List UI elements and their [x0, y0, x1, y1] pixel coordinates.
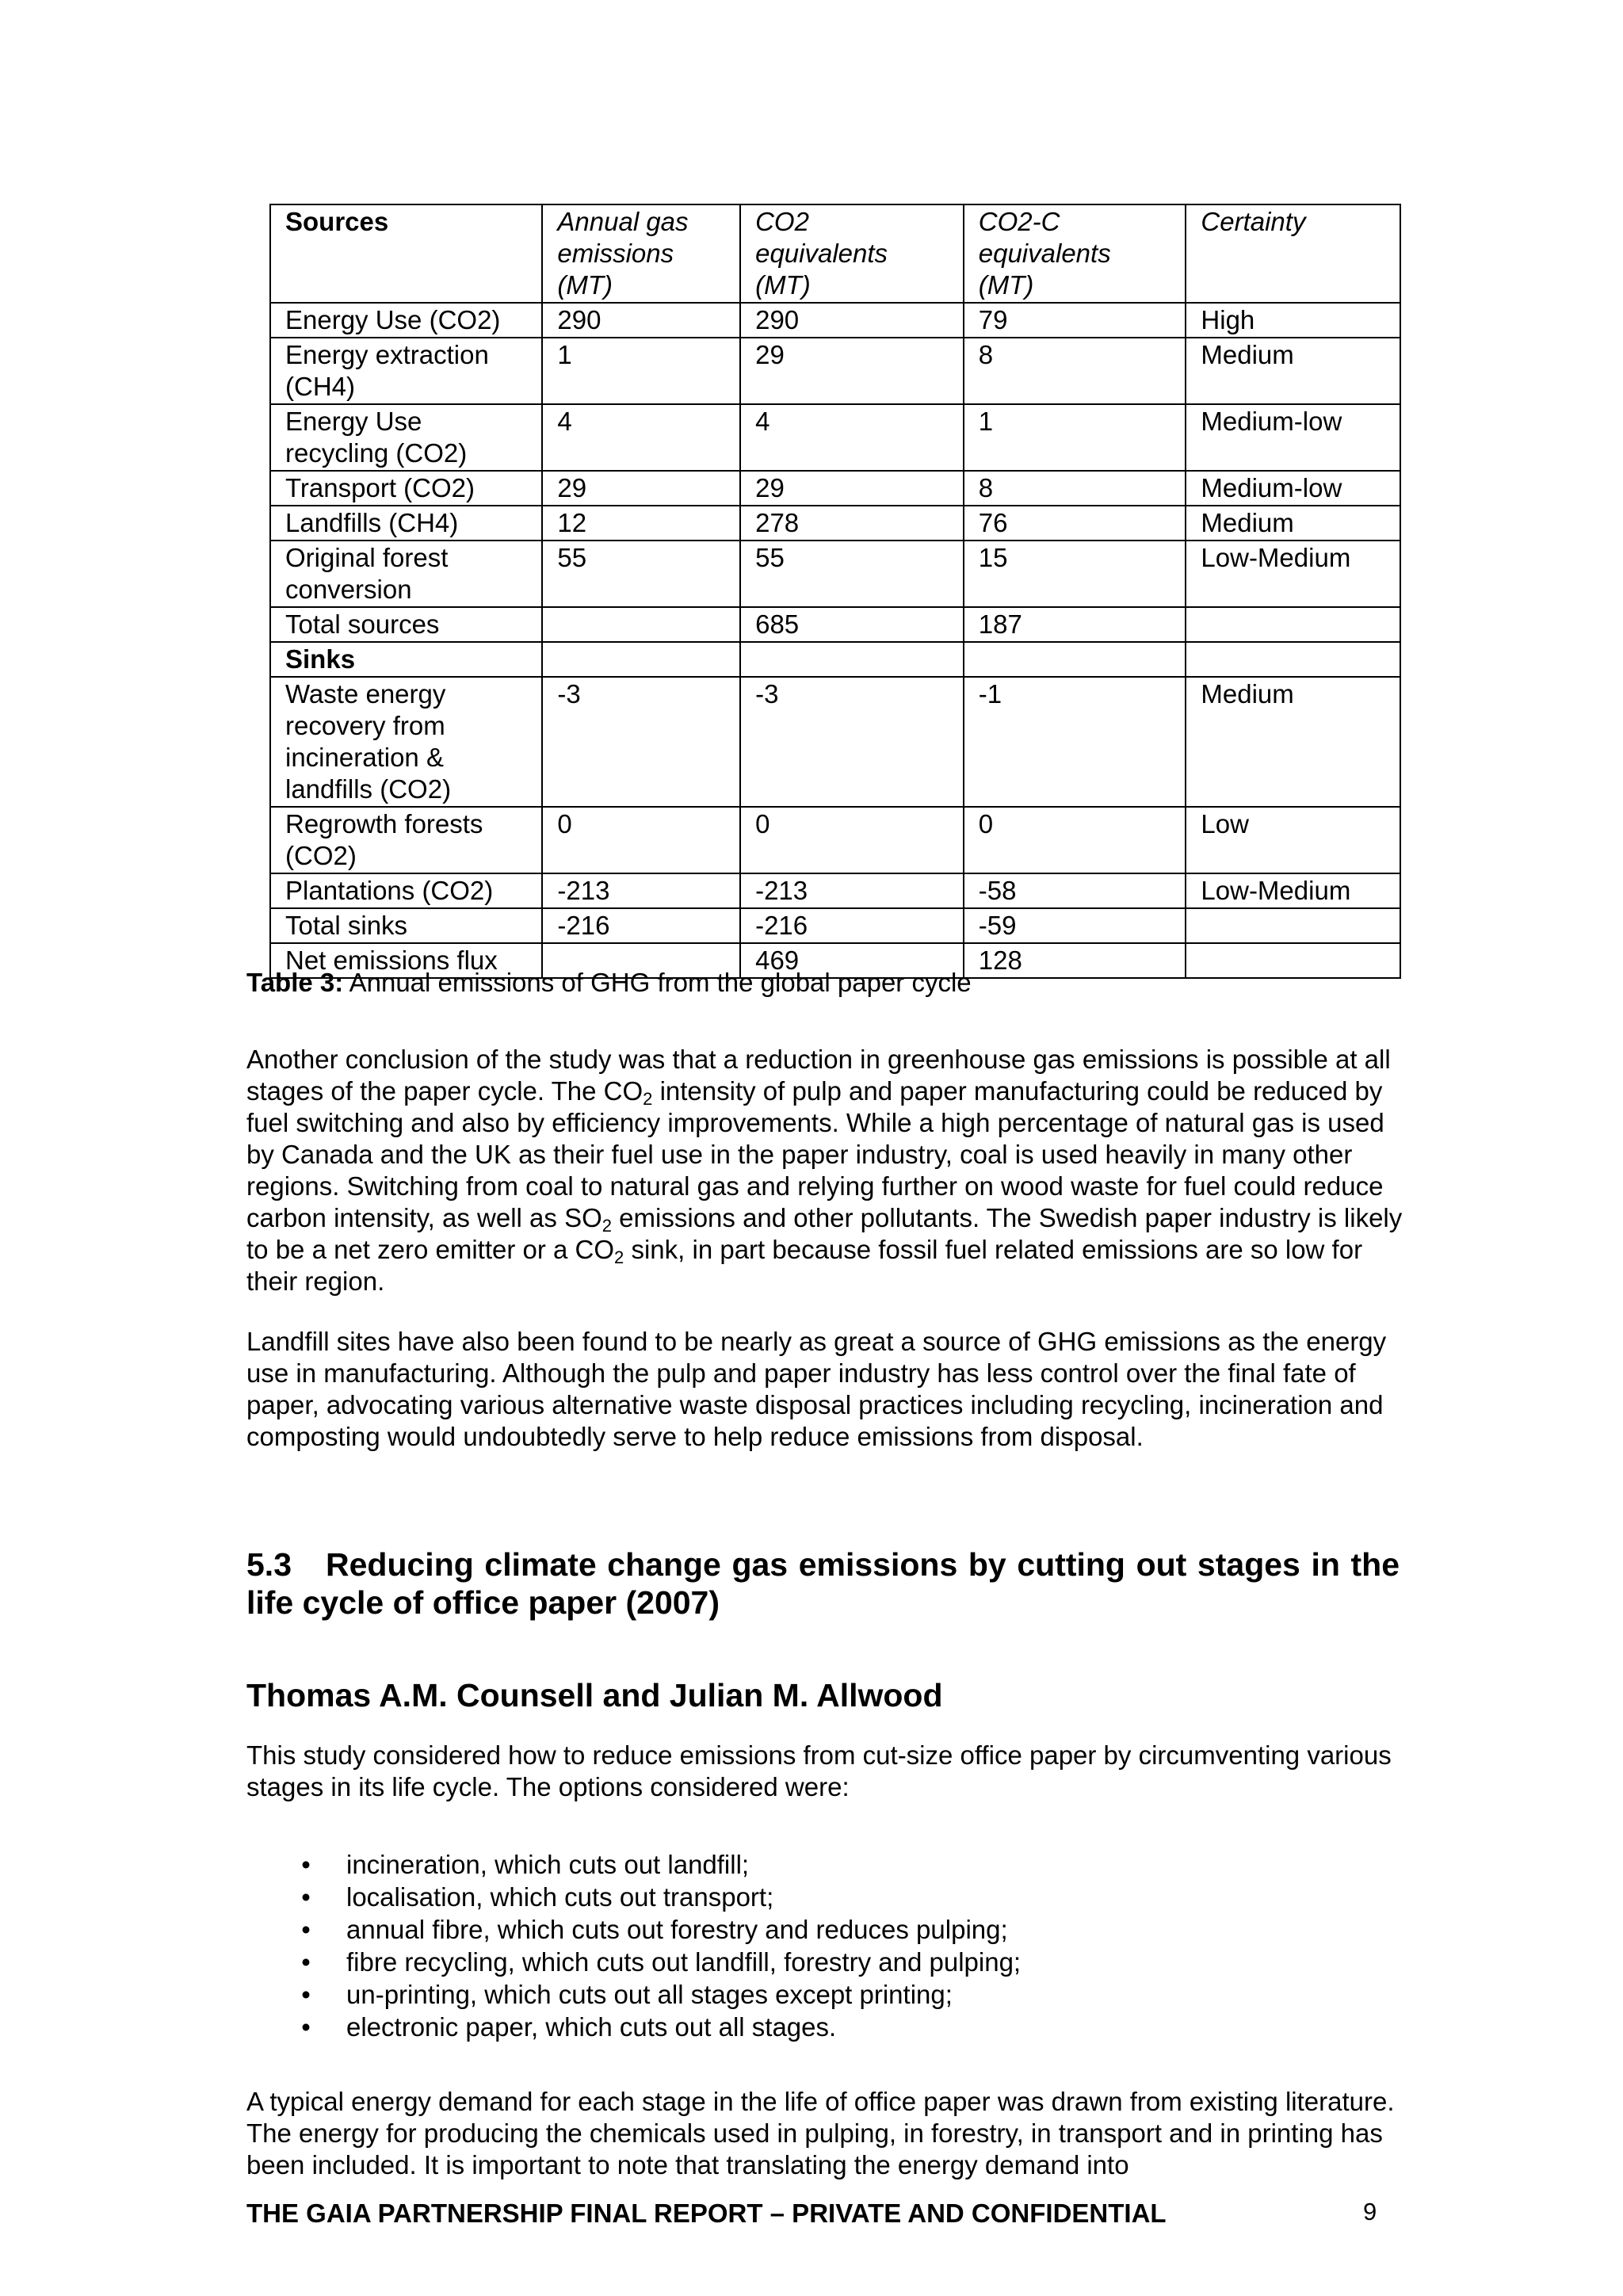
cell-co2: 4 — [740, 404, 964, 471]
cell-certainty — [1186, 943, 1400, 978]
row-label: Sinks — [270, 642, 542, 677]
bullet-icon: • — [301, 2012, 311, 2042]
list-item: • fibre recycling, which cuts out landfill, forestry and pulping; — [246, 1946, 1021, 1978]
header-sources: Sources — [270, 204, 542, 303]
cell-co2: 55 — [740, 541, 964, 607]
cell-certainty — [1186, 908, 1400, 943]
row-label: Regrowth forests (CO2) — [270, 807, 542, 873]
row-label: Total sources — [270, 607, 542, 642]
section-heading — [246, 1545, 1400, 1622]
cell-certainty: Medium — [1186, 506, 1400, 541]
header-annual: Annual gas emissions (MT) — [542, 204, 740, 303]
section-title: Reducing climate change gas emissions by cutting out stages in the life cycle of office paper (2007) — [246, 1546, 1400, 1621]
row-label: Energy Use (CO2) — [270, 303, 542, 338]
cell-annual: 1 — [542, 338, 740, 404]
cell-certainty: Medium-low — [1186, 404, 1400, 471]
table-row — [270, 541, 1400, 607]
table-row — [270, 404, 1400, 471]
paragraph-conclusion: Another conclusion of the study was that a reduction in greenhouse gas emissions is possible at all stages of the paper cycle. The $CO_2$ intensity of pulp and paper manufacturing could be reduced by fuel switching and also by efficiency improvements. While a high percentage of natural gas is used by Canada and the UK as their fuel use in the paper industry, coal is used heavily in many other regions. Switching from coal to natural gas and relying further on wood waste for fuel could reduce carbon intensity, as well as $SO_2$ emissions and other pollutants. The Swedish paper industry is likely to be a net zero emitter or a $CO_2$ sink, in part because fossil fuel related emissions are so low for their region. — [246, 1045, 1403, 1296]
cell-annual: 12 — [542, 506, 740, 541]
paragraph-landfill: Landfill sites have also been found to be nearly as great a source of GHG emissions as the energy use in manufacturing. Although the pulp and paper industry has less control over the final fate of paper, advocating various alternative waste disposal practices including recycling, incineration and composting would undoubtedly serve to help reduce emissions from disposal. — [246, 1327, 1387, 1451]
caption-text: Annual emissions of GHG from the global paper cycle — [343, 968, 972, 997]
table-row — [270, 471, 1400, 506]
bullet-icon: • — [301, 1882, 311, 1912]
row-label: Original forest conversion — [270, 541, 542, 607]
list-item: • incineration, which cuts out landfill; — [246, 1848, 1021, 1881]
caption-label: Table 3: — [246, 968, 344, 997]
list-item: • un-printing, which cuts out all stages except printing; — [246, 1978, 1021, 2011]
header-co2: CO2 equivalents (MT) — [740, 204, 964, 303]
header-certainty: Certainty — [1186, 204, 1400, 303]
table-caption — [246, 967, 972, 999]
cell-certainty — [1186, 607, 1400, 642]
bullet-icon: • — [301, 1980, 311, 2009]
section-number: 5.3 — [246, 1546, 292, 1583]
row-label: Energy extraction (CH4) — [270, 338, 542, 404]
list-item: • annual fibre, which cuts out forestry and reduces pulping; — [246, 1913, 1021, 1946]
cell-annual: -213 — [542, 873, 740, 908]
cell-co2: 0 — [740, 807, 964, 873]
cell-annual — [542, 642, 740, 677]
authors-heading: Thomas A.M. Counsell and Julian M. Allwood — [246, 1677, 943, 1713]
cell-co2: -3 — [740, 677, 964, 807]
table-row — [270, 338, 1400, 404]
row-label: Landfills (CH4) — [270, 506, 542, 541]
cell-co2: 29 — [740, 471, 964, 506]
cell-co2: 469 — [740, 943, 964, 978]
cell-co2c: 1 — [964, 404, 1186, 471]
cell-co2c: -58 — [964, 873, 1186, 908]
ghg-emissions-table — [269, 204, 1401, 979]
cell-certainty: Medium — [1186, 677, 1400, 807]
cell-certainty: Low-Medium — [1186, 873, 1400, 908]
cell-co2: 685 — [740, 607, 964, 642]
header-co2c: CO2-C equivalents (MT) — [964, 204, 1186, 303]
bullet-icon: • — [301, 1915, 311, 1944]
cell-co2c: 8 — [964, 338, 1186, 404]
cell-co2c: -1 — [964, 677, 1186, 807]
row-label: Total sinks — [270, 908, 542, 943]
cell-co2: 29 — [740, 338, 964, 404]
table-row-total-sources — [270, 607, 1400, 642]
row-label: Energy Use recycling (CO2) — [270, 404, 542, 471]
list-item: • localisation, which cuts out transport; — [246, 1881, 1021, 1913]
row-label: Waste energy recovery from incineration & landfills (CO2) — [270, 677, 542, 807]
cell-co2c: 0 — [964, 807, 1186, 873]
cell-certainty: Medium-low — [1186, 471, 1400, 506]
table-header-row — [270, 204, 1400, 303]
table-row-total-sinks — [270, 908, 1400, 943]
cell-annual: 29 — [542, 471, 740, 506]
cell-annual: 55 — [542, 541, 740, 607]
cell-co2c: -59 — [964, 908, 1186, 943]
bullet-icon: • — [301, 1947, 311, 1977]
table-row — [270, 677, 1400, 807]
cell-certainty: Low-Medium — [1186, 541, 1400, 607]
cell-co2c: 187 — [964, 607, 1186, 642]
cell-co2c: 76 — [964, 506, 1186, 541]
paragraph-energy-demand: A typical energy demand for each stage in the life of office paper was drawn from existing literature. The energy for producing the chemicals used in pulping, in forestry, in transport and in printing has been included. It is important to note that translating the energy demand into — [246, 2087, 1395, 2179]
table-row-sinks-heading — [270, 642, 1400, 677]
cell-annual: -3 — [542, 677, 740, 807]
cell-co2c: 8 — [964, 471, 1186, 506]
row-label: Transport (CO2) — [270, 471, 542, 506]
cell-annual — [542, 607, 740, 642]
footer-report-title: THE GAIA PARTNERSHIP FINAL REPORT – PRIVATE AND CONFIDENTIAL — [246, 2199, 1167, 2228]
cell-co2c: 128 — [964, 943, 1186, 978]
list-item: • electronic paper, which cuts out all stages. — [246, 2011, 1021, 2043]
cell-co2 — [740, 642, 964, 677]
cell-co2: 290 — [740, 303, 964, 338]
row-label: Net emissions flux — [270, 943, 542, 978]
table-row — [270, 506, 1400, 541]
cell-co2c: 79 — [964, 303, 1186, 338]
paragraph-study: This study considered how to reduce emissions from cut-size office paper by circumventing various stages in its life cycle. The options considered were: — [246, 1740, 1392, 1801]
cell-co2c — [964, 642, 1186, 677]
row-label: Plantations (CO2) — [270, 873, 542, 908]
page-number: 9 — [1363, 2198, 1377, 2225]
cell-co2c: 15 — [964, 541, 1186, 607]
table-row — [270, 303, 1400, 338]
cell-certainty: Low — [1186, 807, 1400, 873]
cell-co2: 278 — [740, 506, 964, 541]
table-row — [270, 873, 1400, 908]
cell-co2: -216 — [740, 908, 964, 943]
bullet-icon: • — [301, 1850, 311, 1879]
options-list — [246, 1848, 1021, 2043]
table-row — [270, 807, 1400, 873]
cell-certainty: Medium — [1186, 338, 1400, 404]
cell-annual: -216 — [542, 908, 740, 943]
cell-annual: 290 — [542, 303, 740, 338]
cell-co2: -213 — [740, 873, 964, 908]
cell-certainty: High — [1186, 303, 1400, 338]
cell-annual: 0 — [542, 807, 740, 873]
cell-certainty — [1186, 642, 1400, 677]
cell-annual: 4 — [542, 404, 740, 471]
